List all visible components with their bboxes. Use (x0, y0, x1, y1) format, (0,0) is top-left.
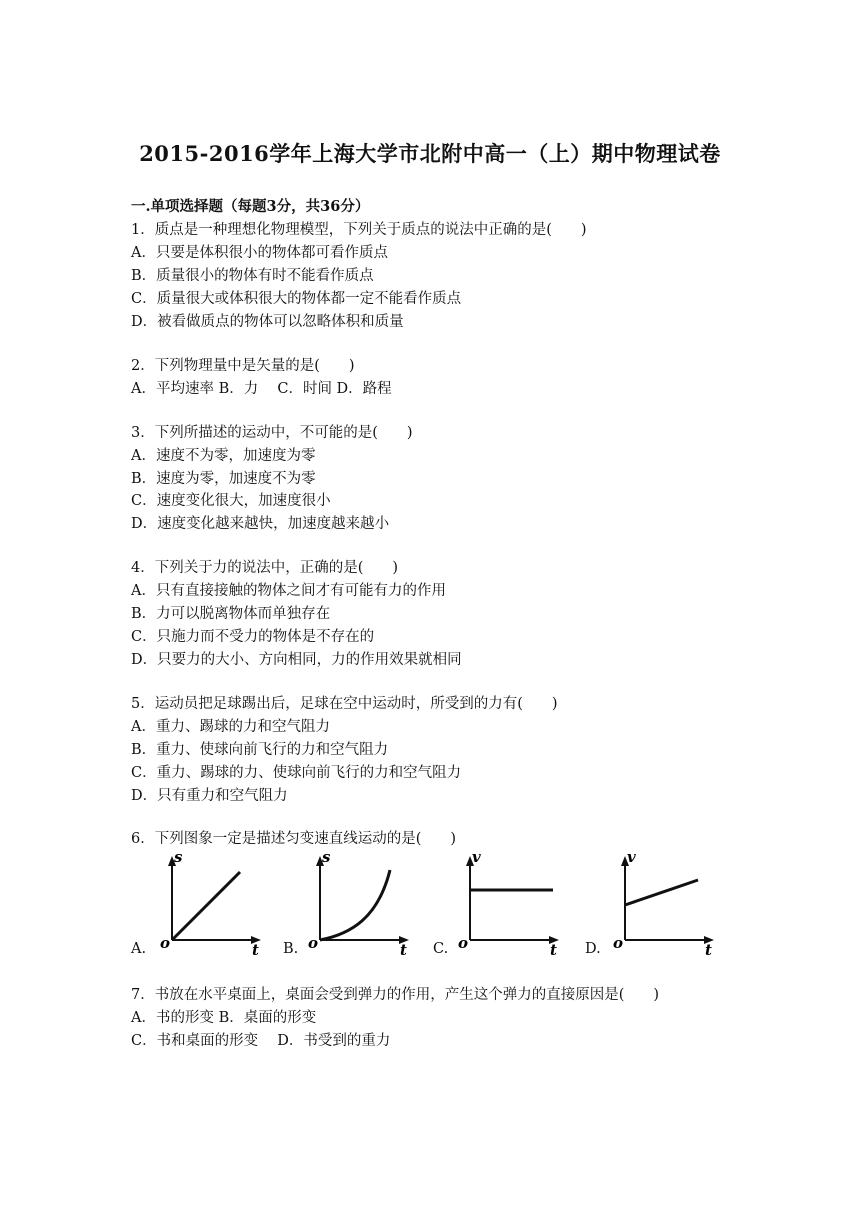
q6-c-origin: o (458, 934, 469, 952)
q3-option-a: A．速度不为零，加速度为零 (131, 448, 316, 464)
q6-stem: 6．下列图象一定是描述匀变速直线运动的是( ) (131, 831, 457, 847)
exam-title: 2015-2016学年上海大学市北附中高一（上）期中物理试卷 (139, 141, 721, 166)
q4-stem: 4．下列关于力的说法中，正确的是( ) (131, 560, 399, 576)
q7-stem: 7．书放在水平桌面上，桌面会受到弹力的作用，产生这个弹力的直接原因是( ) (131, 987, 660, 1003)
q2-stem: 2．下列物理量中是矢量的是( ) (131, 358, 355, 374)
q6-d-y-label: v (627, 848, 636, 866)
q6-a-x-label: t (252, 941, 259, 958)
q4-option-b: B．力可以脱离物体而单独存在 (131, 606, 331, 622)
q1-option-a: A．只要是体积很小的物体都可看作质点 (131, 245, 388, 261)
q1-option-d: D．被看做质点的物体可以忽略体积和质量 (131, 314, 404, 330)
q3-option-b: B．速度为零，加速度不为零 (131, 471, 316, 487)
q1-stem: 1．质点是一种理想化物理模型，下列关于质点的说法中正确的是( ) (131, 222, 587, 238)
q5-option-c: C．重力、踢球的力、使球向前飞行的力和空气阻力 (131, 765, 462, 781)
section-heading: 一.单项选择题（每题3分，共36分） (131, 198, 370, 215)
q6-b-x-label: t (400, 941, 407, 958)
q6-graph-d (611, 848, 721, 958)
q5-option-b: B．重力、使球向前飞行的力和空气阻力 (131, 742, 389, 758)
q6-a-y-label: s (174, 848, 183, 866)
q7-options-cd: C．书和桌面的形变 D．书受到的重力 (131, 1033, 391, 1049)
q6-b-origin: o (308, 934, 319, 952)
q6-b-y-label: s (322, 848, 331, 866)
q6-a-origin: o (160, 934, 171, 952)
q5-option-d: D．只有重力和空气阻力 (131, 788, 288, 804)
q3-option-c: C．速度变化很大，加速度很小 (131, 493, 331, 509)
q5-option-a: A．重力、踢球的力和空气阻力 (131, 719, 330, 735)
q7-options-ab: A．书的形变 B．桌面的形变 (131, 1010, 317, 1026)
q4-option-d: D．只要力的大小、方向相同，力的作用效果就相同 (131, 652, 462, 668)
q2-options: A．平均速率 B．力 C．时间 D．路程 (131, 381, 392, 397)
q3-stem: 3．下列所描述的运动中，不可能的是( ) (131, 425, 413, 441)
q6-label-b: B. (283, 941, 299, 957)
q6-d-x-label: t (705, 941, 712, 958)
q6-graph-b (306, 848, 416, 958)
q1-option-b: B．质量很小的物体有时不能看作质点 (131, 268, 374, 284)
q6-graph-c (456, 848, 566, 958)
q1-option-c: C．质量很大或体积很大的物体都一定不能看作质点 (131, 291, 462, 307)
q6-d-origin: o (613, 934, 624, 952)
q6-label-c: C. (433, 941, 449, 957)
q4-option-a: A．只有直接接触的物体之间才有可能有力的作用 (131, 583, 446, 599)
q4-option-c: C．只施力而不受力的物体是不存在的 (131, 629, 375, 645)
q5-stem: 5．运动员把足球踢出后，足球在空中运动时，所受到的力有( ) (131, 696, 558, 712)
q6-label-d: D. (585, 941, 601, 957)
q6-label-a: A. (131, 941, 147, 957)
q6-c-y-label: v (472, 848, 481, 866)
q6-graph-a (158, 848, 268, 958)
q3-option-d: D．速度变化越来越快，加速度越来越小 (131, 516, 390, 532)
q6-c-x-label: t (550, 941, 557, 958)
